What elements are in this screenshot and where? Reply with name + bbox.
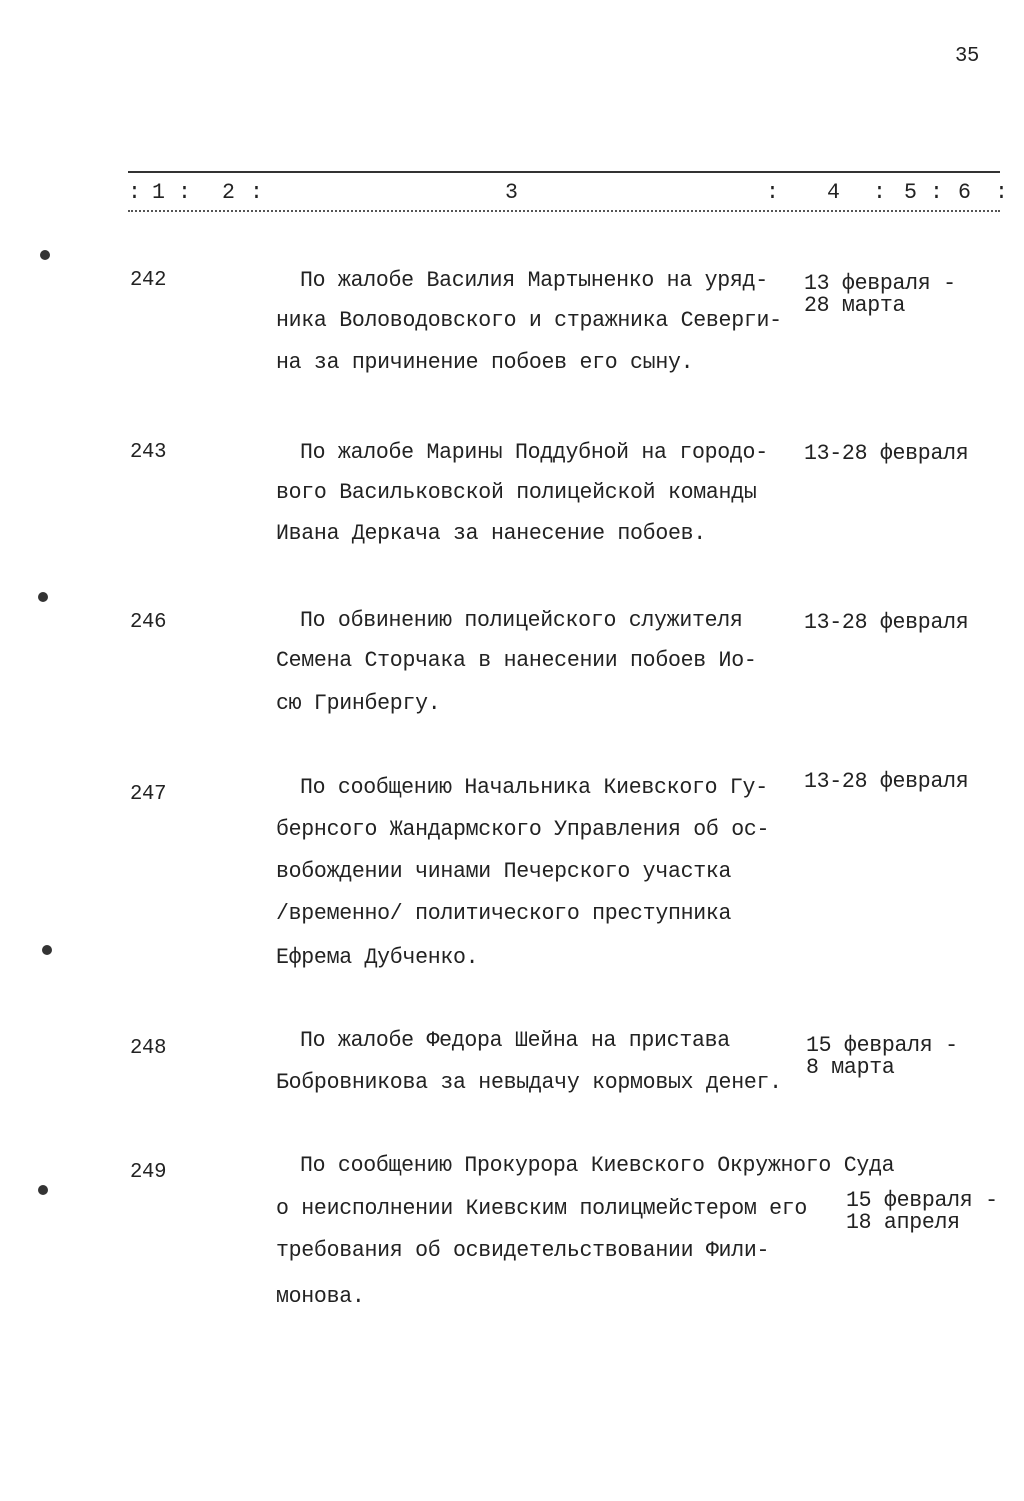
header-separator: : xyxy=(930,180,943,205)
entry-description-line: вого Васильковской полицейской команды xyxy=(276,480,757,505)
header-separator: : xyxy=(873,180,886,205)
header-column-4: 4 xyxy=(827,180,840,205)
header-column-6: 6 xyxy=(958,180,971,205)
entry-description-line: /временно/ политического преступника xyxy=(276,901,732,926)
header-separator: : xyxy=(995,180,1008,205)
entry-description-line: По жалобе Марины Поддубной на городо- xyxy=(300,440,768,465)
entry-number: 248 xyxy=(130,1037,167,1060)
entry-description-line: вобождении чинами Печерского участка xyxy=(276,859,732,884)
entry-number: 247 xyxy=(130,783,167,806)
entry-date: 13-28 февраля xyxy=(804,769,969,794)
entry-description-line: о неисполнении Киевским полицмейстером его xyxy=(276,1196,808,1221)
entry-date: 15 февраля - xyxy=(806,1033,958,1058)
header-bottom-rule xyxy=(128,210,1000,213)
entry-description-line: ника Воловодовского и стражника Северги- xyxy=(276,308,782,333)
header-separator: : xyxy=(128,180,141,205)
header-column-2: 2 xyxy=(222,180,235,205)
entry-date: 28 марта xyxy=(804,293,906,318)
entry-description-line: сю Гринбергу. xyxy=(276,691,441,716)
header-column-3: 3 xyxy=(505,180,518,205)
entry-description-line: По жалобе Василия Мартыненко на уряд- xyxy=(300,268,768,293)
binding-hole-mark xyxy=(42,945,52,955)
entry-description-line: бернсого Жандармского Управления об ос- xyxy=(276,817,770,842)
entry-description-line: требования об освидетельствовании Фили- xyxy=(276,1238,770,1263)
entry-description-line: на за причинение побоев его сыну. xyxy=(276,350,694,375)
entry-description-line: Бобровникова за невыдачу кормовых денег. xyxy=(276,1070,782,1095)
binding-hole-mark xyxy=(38,1185,48,1195)
page-number: 35 xyxy=(955,45,980,68)
entry-description-line: По сообщению Прокурора Киевского Окружного Суда xyxy=(300,1153,895,1178)
header-column-5: 5 xyxy=(904,180,917,205)
entry-description-line: Семена Сторчака в нанесении побоев Ио- xyxy=(276,648,757,673)
header-separator: : xyxy=(766,180,779,205)
entry-description-line: По обвинению полицейского служителя xyxy=(300,608,743,633)
entry-description-line: Ивана Деркача за нанесение побоев. xyxy=(276,521,706,546)
entry-date: 18 апреля xyxy=(846,1210,960,1235)
entry-date: 13-28 февраля xyxy=(804,610,969,635)
header-separator: : xyxy=(250,180,263,205)
entry-date: 13-28 февраля xyxy=(804,441,969,466)
entry-description-line: По жалобе Федора Шейна на пристава xyxy=(300,1028,730,1053)
binding-hole-mark xyxy=(40,250,50,260)
entry-number: 249 xyxy=(130,1161,167,1184)
entry-description-line: монова. xyxy=(276,1284,365,1309)
entry-number: 243 xyxy=(130,441,167,464)
entry-number: 246 xyxy=(130,611,167,634)
table-top-rule xyxy=(128,171,1000,173)
entry-description-line: Ефрема Дубченко. xyxy=(276,945,479,970)
entry-date: 13 февраля - xyxy=(804,271,956,296)
entry-date: 8 марта xyxy=(806,1055,895,1080)
header-column-1: 1 xyxy=(152,180,165,205)
entry-number: 242 xyxy=(130,269,167,292)
entry-date: 15 февраля - xyxy=(846,1188,998,1213)
entry-description-line: По сообщению Начальника Киевского Гу- xyxy=(300,775,768,800)
binding-hole-mark xyxy=(38,592,48,602)
header-separator: : xyxy=(178,180,191,205)
